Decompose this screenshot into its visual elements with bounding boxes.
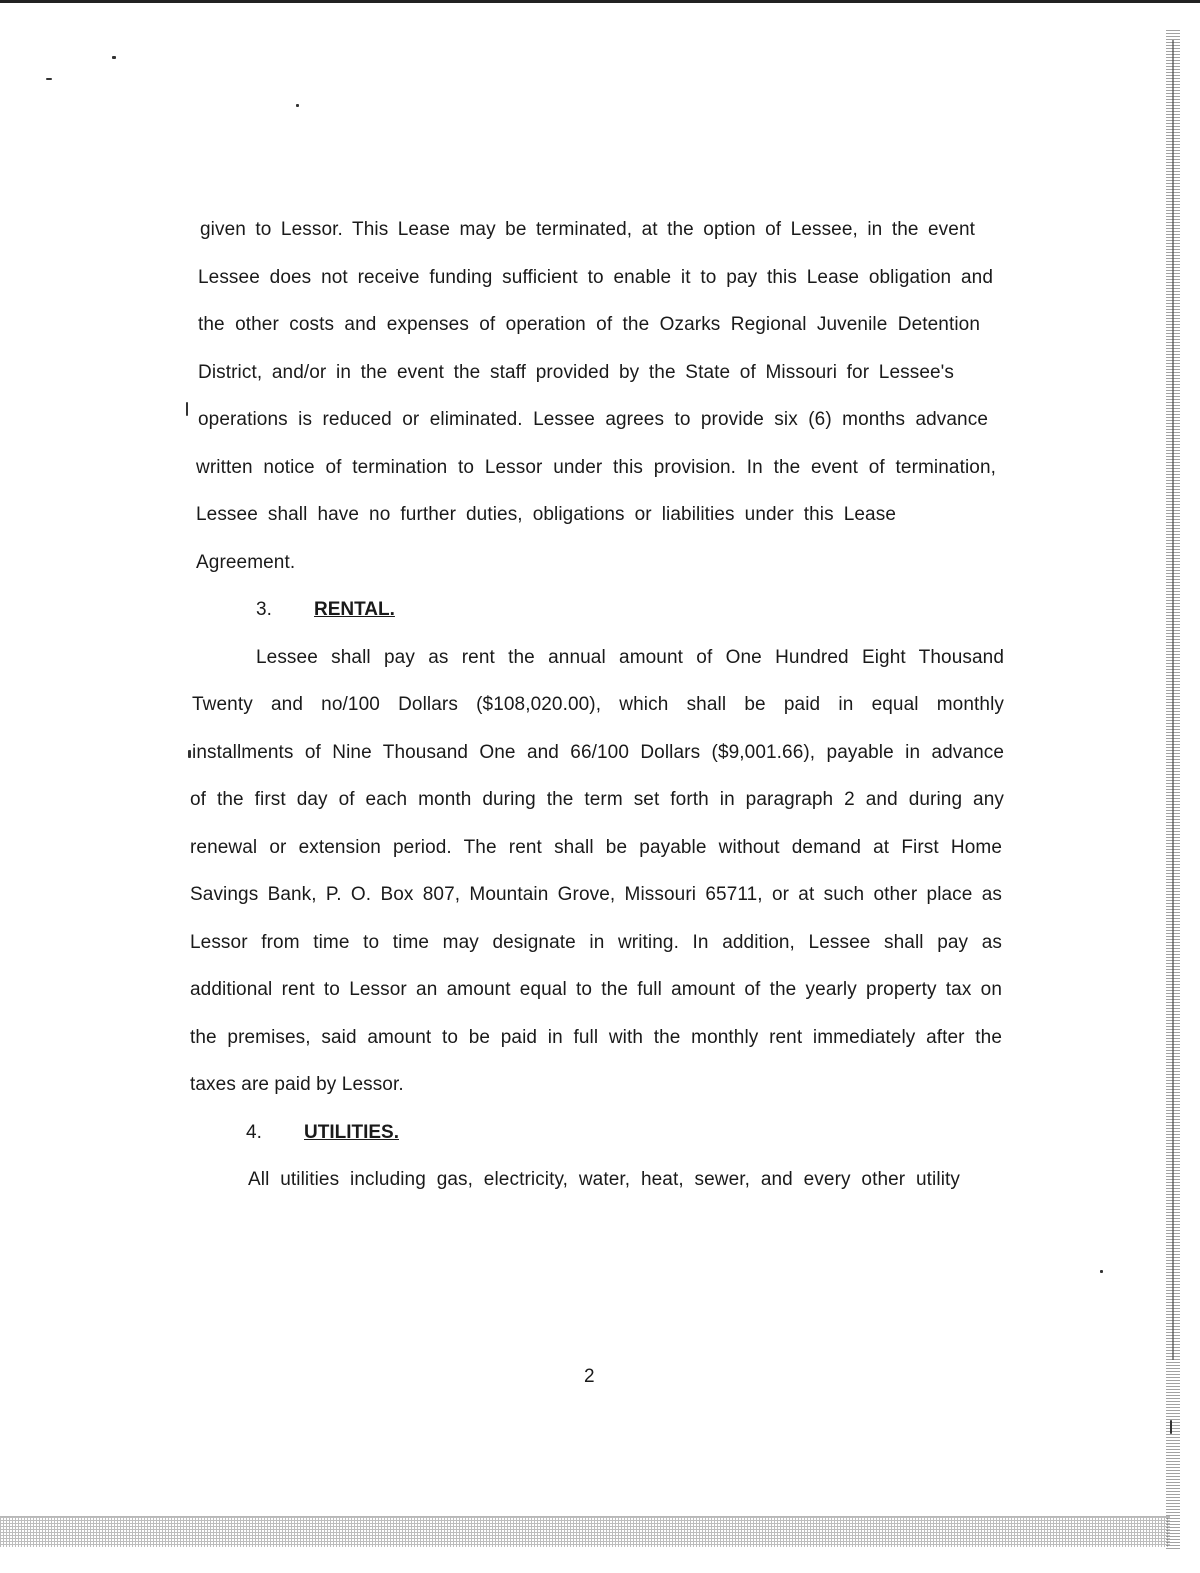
termination-paragraph <box>190 206 1005 586</box>
paragraph-line: the premises, said amount to be paid in full with the monthly rent immediately after the <box>190 1026 1002 1048</box>
scan-speck <box>1100 1270 1103 1273</box>
paragraph-line: District, and/or in the event the staff provided by the State of Missouri for Lessee's <box>198 361 954 383</box>
paragraph-line: taxes are paid by Lessor. <box>190 1074 404 1095</box>
scan-speck <box>186 402 188 416</box>
paragraph-line: of the first day of each month during the term set forth in paragraph 2 and during any <box>190 789 1004 810</box>
paragraph-line: the other costs and expenses of operation of the Ozarks Regional Juvenile Detention <box>198 314 980 335</box>
section-number: 3. <box>256 599 272 620</box>
paragraph-line: renewal or extension period. The rent shall be payable without demand at First Home <box>190 836 1002 858</box>
scan-top-border <box>0 0 1200 3</box>
paragraph-line: All utilities including gas, electricity, water, heat, sewer, and every other utility <box>248 1169 960 1190</box>
paragraph-line: operations is reduced or eliminated. Lessee agrees to provide six (6) months advance <box>198 409 988 430</box>
paragraph-line: Lessee does not receive funding sufficient to enable it to pay this Lease obligation and <box>198 266 993 288</box>
scan-bottom-edge-noise <box>0 1516 1170 1547</box>
rental-paragraph <box>190 634 1005 1109</box>
paragraph-line: Lessee shall pay as rent the annual amount of One Hundred Eight Thousand <box>256 646 1004 668</box>
paragraph-line: written notice of termination to Lessor under this provision. In the event of termination, <box>196 456 996 478</box>
paragraph-line: Savings Bank, P. O. Box 807, Mountain Grove, Missouri 65711, or at such other place as <box>190 884 1002 905</box>
section-title: UTILITIES. <box>304 1121 399 1143</box>
paragraph-line: Lessee shall have no further duties, obligations or liabilities under this Lease <box>196 504 896 525</box>
section-heading-utilities <box>190 1109 1005 1157</box>
section-title: RENTAL. <box>314 599 395 620</box>
paragraph-line: Lessor from time to time may designate in writing. In addition, Lessee shall pay as <box>190 931 1002 953</box>
paragraph-line: installments of Nine Thousand One and 66/100 Dollars ($9,001.66), payable in advance <box>192 741 1004 763</box>
scan-speck <box>1170 1420 1172 1434</box>
paragraph-line: additional rent to Lessor an amount equal to the full amount of the yearly property tax on <box>190 979 1002 1000</box>
paragraph-line: given to Lessor. This Lease may be terminated, at the option of Lessee, in the event <box>200 219 975 240</box>
section-heading-rental <box>190 586 1005 634</box>
scan-right-edge-line <box>1172 40 1174 1360</box>
paragraph-line: Twenty and no/100 Dollars ($108,020.00), which shall be paid in equal monthly <box>192 694 1004 715</box>
scan-speck <box>296 104 299 107</box>
document-body <box>190 206 1005 1204</box>
paragraph-line: Agreement. <box>196 551 296 573</box>
scan-speck <box>46 78 52 80</box>
section-number: 4. <box>246 1121 262 1143</box>
utilities-paragraph <box>190 1156 1005 1204</box>
page-number: 2 <box>584 1366 595 1387</box>
scan-speck <box>112 56 116 59</box>
